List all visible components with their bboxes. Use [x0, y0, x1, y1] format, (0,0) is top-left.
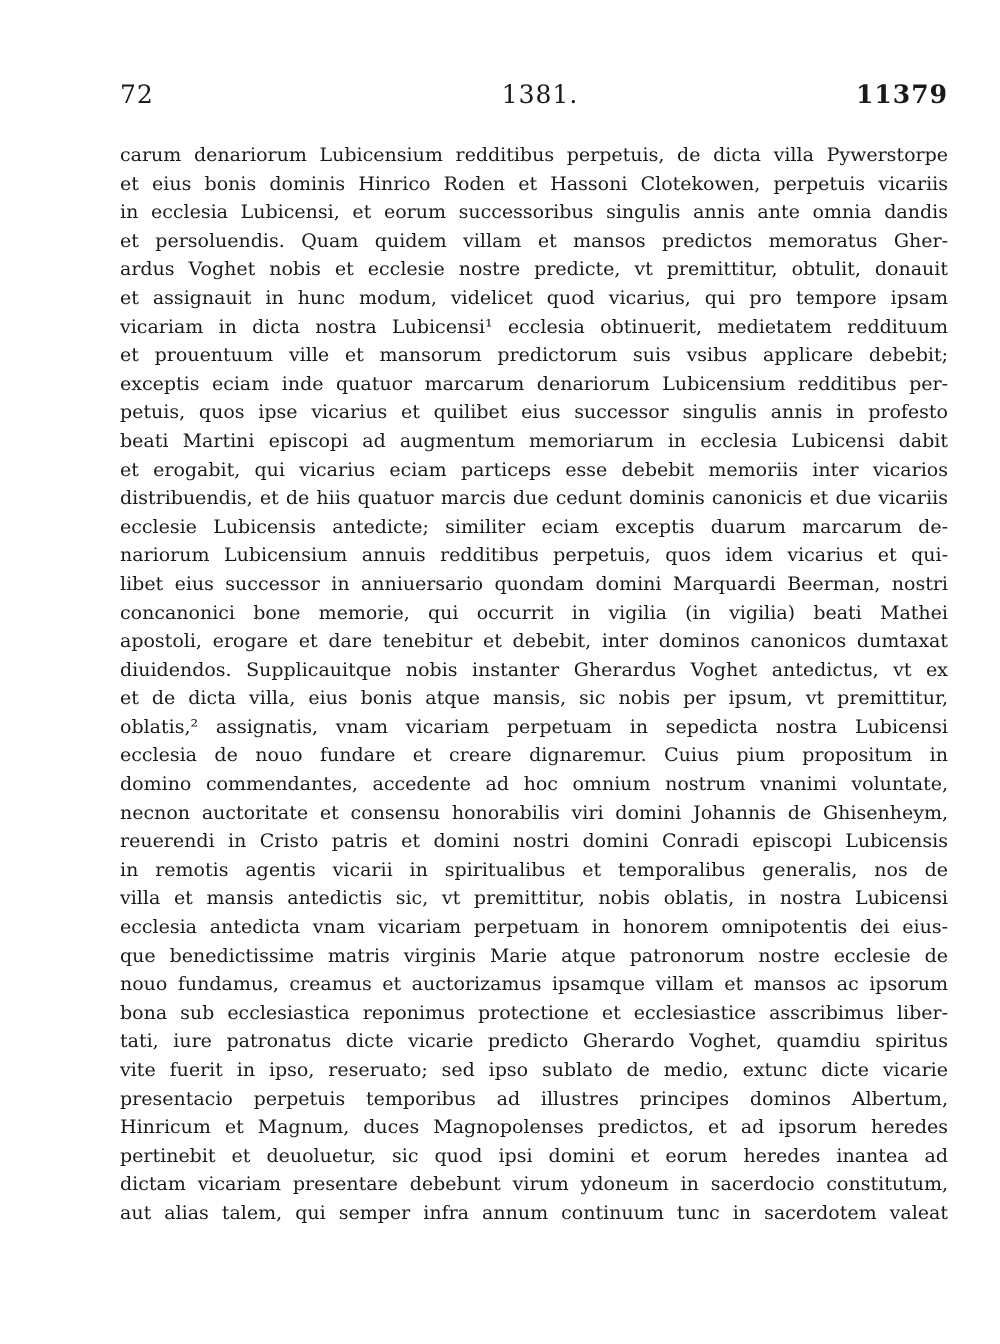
text-line: ardus Voghet nobis et ecclesie nostre predicte, vt premittitur, obtulit, donauit [120, 258, 948, 281]
text-line: petuis, quos ipse vicarius et quilibet eius successor singulis annis in profesto [120, 401, 948, 424]
text-line: oblatis,² assignatis, vnam vicariam perpetuam in sepedicta nostra Lubicensi [120, 715, 948, 738]
text-line: vite fuerit in ipso, reseruato; sed ipso sublato de medio, extunc dicte vicarie [120, 1059, 948, 1081]
page-number: 72 [120, 80, 154, 109]
text-line: dictam vicariam presentare debebunt virum ydoneum in sacerdocio constitutum, [120, 1173, 948, 1196]
text-line: carum denariorum Lubicensium redditibus perpetuis, de dicta villa Pywerstorpe [120, 144, 948, 166]
text-line: bona sub ecclesiastica reponimus protectione et ecclesiastice asscribimus liber- [120, 1001, 948, 1024]
text-line: et erogabit, qui vicarius eciam particeps esse debebit memoriis inter vicarios [120, 458, 948, 481]
text-line: ecclesie Lubicensis antedicte; similiter eciam exceptis duarum marcarum de- [120, 515, 948, 538]
text-line: aut alias talem, qui semper infra annum continuum tunc in sacerdotem valeat [120, 1201, 948, 1224]
text-line: in ecclesia Lubicensi, et eorum successoribus singulis annis ante omnia dandis [120, 201, 948, 224]
text-line: distribuendis, et de hiis quatuor marcis due cedunt dominis canonicis et due vicariis [120, 487, 948, 510]
text-line: in remotis agentis vicarii in spiritualibus et temporalibus generalis, nos de [120, 858, 948, 881]
text-line: presentacio perpetuis temporibus ad illustres principes dominos Albertum, [120, 1087, 948, 1110]
text-line: ecclesia antedicta vnam vicariam perpetuam in honorem omnipotentis dei eius- [120, 916, 948, 939]
text-line: concanonici bone memorie, qui occurrit in vigilia (in vigilia) beati Mathei [120, 601, 948, 624]
text-line: pertinebit et deuoluetur, sic quod ipsi domini et eorum heredes inantea ad [120, 1144, 948, 1167]
text-line: ecclesia de nouo fundare et creare dignaremur. Cuius pium propositum in [120, 744, 948, 767]
text-line: nouo fundamus, creamus et auctorizamus ipsamque villam et mansos ac ipsorum [120, 973, 948, 996]
text-line: et de dicta villa, eius bonis atque mansis, sic nobis per ipsum, vt premittitur, [120, 687, 948, 710]
text-line: tati, iure patronatus dicte vicarie predicto Gherardo Voghet, quamdiu spiritus [120, 1030, 948, 1053]
text-line: et persoluendis. Quam quidem villam et mansos predictos memoratus Gher- [120, 229, 948, 252]
document-number: 11379 [856, 80, 948, 109]
text-line: et prouentuum ville et mansorum predictorum suis vsibus applicare debebit; [120, 344, 948, 367]
text-line: exceptis eciam inde quatuor marcarum denariorum Lubicensium redditibus per- [120, 372, 948, 395]
text-line: reuerendi in Cristo patris et domini nostri domini Conradi episcopi Lubicensis [120, 830, 948, 853]
text-line: villa et mansis antedictis sic, vt premittitur, nobis oblatis, in nostra Lubicensi [120, 887, 948, 910]
text-line: vicariam in dicta nostra Lubicensi¹ ecclesia obtinuerit, medietatem reddituum [120, 315, 948, 338]
page-header [120, 80, 948, 120]
text-line: necnon auctoritate et consensu honorabilis viri domini Johannis de Ghisenheym, [120, 801, 948, 824]
page-year: 1381. [501, 80, 579, 109]
text-line: que benedictissime matris virginis Marie atque patronorum nostre ecclesie de [120, 944, 948, 967]
text-line: et assignauit in hunc modum, videlicet quod vicarius, qui pro tempore ipsam [120, 286, 948, 309]
body-text [120, 141, 948, 1228]
text-line: et eius bonis dominis Hinrico Roden et Hassoni Clotekowen, perpetuis vicariis [120, 172, 948, 195]
text-line: domino commendantes, accedente ad hoc omnium nostrum vnanimi voluntate, [120, 773, 948, 796]
text-line: beati Martini episcopi ad augmentum memoriarum in ecclesia Lubicensi dabit [120, 429, 948, 452]
text-line: nariorum Lubicensium annuis redditibus perpetuis, quos idem vicarius et qui- [120, 544, 948, 567]
text-line: Hinricum et Magnum, duces Magnopolenses predictos, et ad ipsorum heredes [120, 1116, 948, 1139]
text-line: libet eius successor in anniuersario quondam domini Marquardi Beerman, nostri [120, 572, 948, 595]
text-line: diuidendos. Supplicauitque nobis instanter Gherardus Voghet antedictus, vt ex [120, 658, 948, 681]
text-line: apostoli, erogare et dare tenebitur et debebit, inter dominos canonicos dumtaxat [120, 630, 948, 653]
